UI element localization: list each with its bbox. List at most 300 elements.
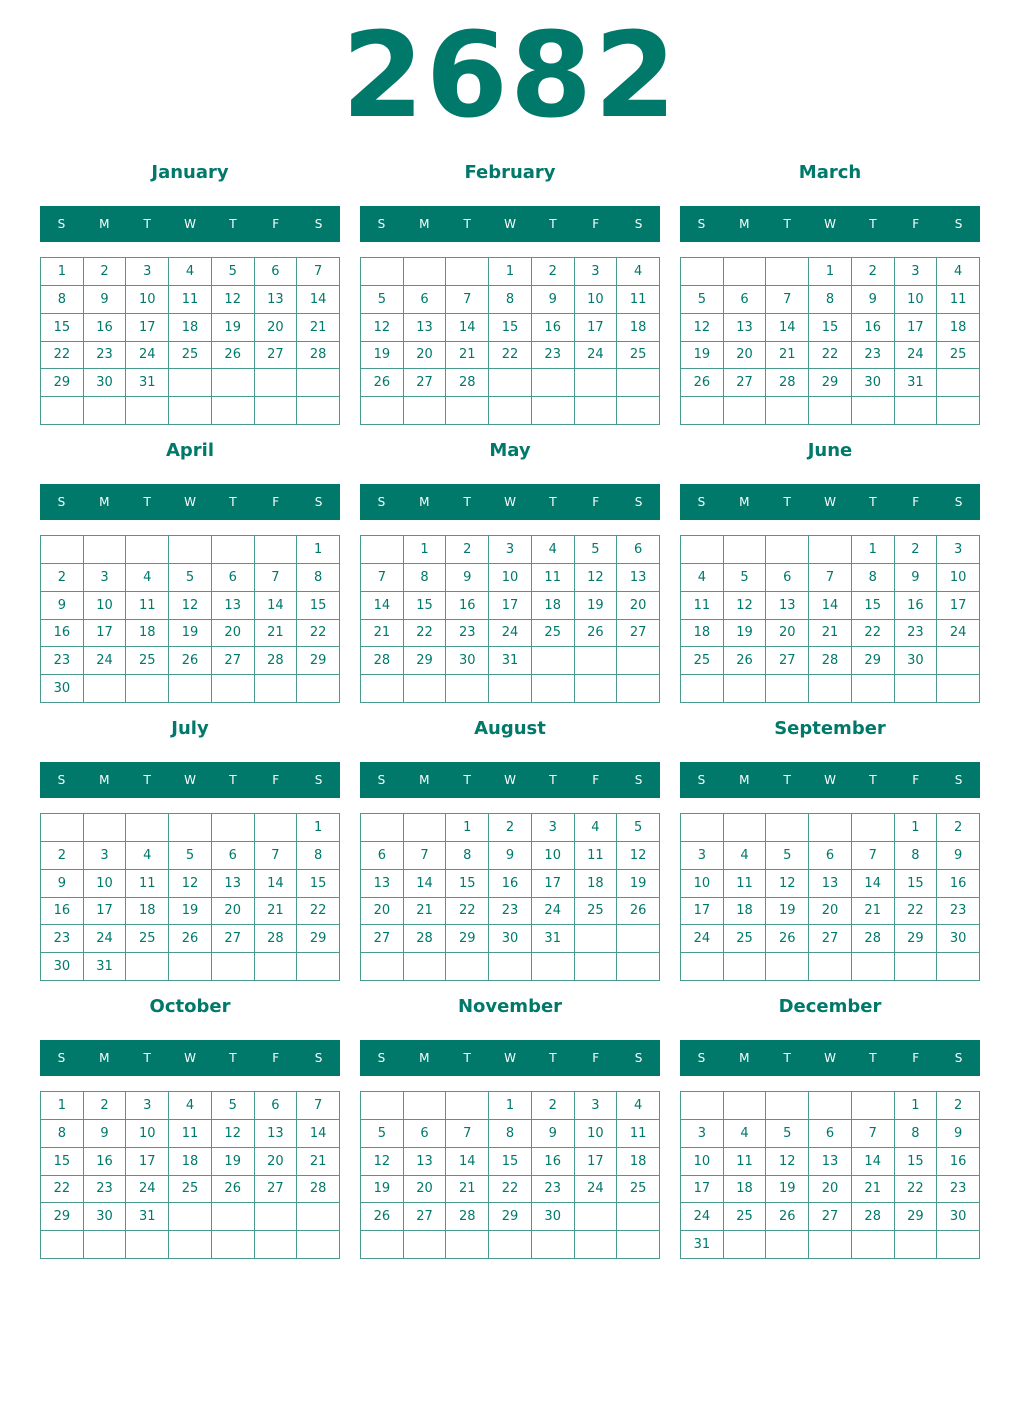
day-cell[interactable]: 10	[895, 286, 938, 314]
day-cell[interactable]: 3	[126, 258, 169, 286]
day-cell[interactable]: 27	[361, 925, 404, 953]
day-cell[interactable]: 1	[895, 814, 938, 842]
day-cell[interactable]: 28	[361, 647, 404, 675]
day-cell[interactable]: 18	[724, 898, 767, 926]
day-cell[interactable]: 1	[809, 258, 852, 286]
day-cell[interactable]: 25	[169, 1176, 212, 1204]
day-cell[interactable]: 17	[937, 592, 980, 620]
day-cell[interactable]: 10	[84, 592, 127, 620]
day-cell[interactable]: 22	[297, 620, 340, 648]
day-cell[interactable]: 23	[41, 925, 84, 953]
day-cell[interactable]: 25	[126, 647, 169, 675]
day-cell[interactable]: 6	[724, 286, 767, 314]
day-cell[interactable]: 20	[766, 620, 809, 648]
day-cell[interactable]: 20	[255, 1148, 298, 1176]
day-cell[interactable]: 27	[724, 369, 767, 397]
day-cell[interactable]: 27	[255, 1176, 298, 1204]
day-cell[interactable]: 6	[809, 1120, 852, 1148]
day-cell[interactable]: 15	[297, 870, 340, 898]
day-cell[interactable]: 6	[212, 842, 255, 870]
day-cell[interactable]: 8	[895, 1120, 938, 1148]
day-cell[interactable]: 29	[41, 1203, 84, 1231]
day-cell[interactable]: 30	[937, 1203, 980, 1231]
day-cell[interactable]: 21	[255, 620, 298, 648]
day-cell[interactable]: 9	[41, 592, 84, 620]
day-cell[interactable]: 18	[575, 870, 618, 898]
day-cell[interactable]: 16	[937, 1148, 980, 1176]
day-cell[interactable]: 15	[41, 314, 84, 342]
day-cell[interactable]: 10	[575, 1120, 618, 1148]
day-cell[interactable]: 16	[41, 898, 84, 926]
day-cell[interactable]: 19	[724, 620, 767, 648]
day-cell[interactable]: 1	[446, 814, 489, 842]
day-cell[interactable]: 20	[404, 342, 447, 370]
day-cell[interactable]: 23	[937, 898, 980, 926]
day-cell[interactable]: 16	[446, 592, 489, 620]
day-cell[interactable]: 6	[404, 286, 447, 314]
day-cell[interactable]: 27	[212, 647, 255, 675]
day-cell[interactable]: 19	[212, 314, 255, 342]
day-cell[interactable]: 28	[297, 1176, 340, 1204]
day-cell[interactable]: 31	[532, 925, 575, 953]
day-cell[interactable]: 22	[489, 1176, 532, 1204]
day-cell[interactable]: 15	[809, 314, 852, 342]
day-cell[interactable]: 23	[446, 620, 489, 648]
day-cell[interactable]: 16	[84, 314, 127, 342]
day-cell[interactable]: 21	[404, 898, 447, 926]
day-cell[interactable]: 17	[126, 1148, 169, 1176]
day-cell[interactable]: 20	[617, 592, 660, 620]
day-cell[interactable]: 14	[809, 592, 852, 620]
day-cell[interactable]: 8	[404, 564, 447, 592]
day-cell[interactable]: 21	[852, 1176, 895, 1204]
day-cell[interactable]: 12	[361, 314, 404, 342]
day-cell[interactable]: 12	[212, 1120, 255, 1148]
day-cell[interactable]: 15	[489, 314, 532, 342]
day-cell[interactable]: 23	[532, 342, 575, 370]
day-cell[interactable]: 7	[852, 842, 895, 870]
day-cell[interactable]: 23	[84, 1176, 127, 1204]
day-cell[interactable]: 5	[724, 564, 767, 592]
day-cell[interactable]: 2	[41, 564, 84, 592]
day-cell[interactable]: 26	[169, 925, 212, 953]
day-cell[interactable]: 14	[446, 1148, 489, 1176]
day-cell[interactable]: 19	[212, 1148, 255, 1176]
day-cell[interactable]: 2	[84, 258, 127, 286]
day-cell[interactable]: 16	[532, 314, 575, 342]
day-cell[interactable]: 6	[617, 536, 660, 564]
day-cell[interactable]: 31	[681, 1231, 724, 1259]
day-cell[interactable]: 24	[681, 925, 724, 953]
day-cell[interactable]: 6	[809, 842, 852, 870]
day-cell[interactable]: 23	[852, 342, 895, 370]
day-cell[interactable]: 26	[681, 369, 724, 397]
day-cell[interactable]: 24	[532, 898, 575, 926]
day-cell[interactable]: 27	[766, 647, 809, 675]
day-cell[interactable]: 8	[446, 842, 489, 870]
day-cell[interactable]: 29	[895, 1203, 938, 1231]
day-cell[interactable]: 9	[532, 1120, 575, 1148]
day-cell[interactable]: 17	[126, 314, 169, 342]
day-cell[interactable]: 12	[766, 870, 809, 898]
day-cell[interactable]: 28	[809, 647, 852, 675]
day-cell[interactable]: 9	[937, 842, 980, 870]
day-cell[interactable]: 14	[255, 870, 298, 898]
day-cell[interactable]: 28	[404, 925, 447, 953]
day-cell[interactable]: 9	[895, 564, 938, 592]
day-cell[interactable]: 28	[446, 1203, 489, 1231]
day-cell[interactable]: 27	[404, 1203, 447, 1231]
day-cell[interactable]: 6	[212, 564, 255, 592]
day-cell[interactable]: 24	[575, 1176, 618, 1204]
day-cell[interactable]: 8	[41, 286, 84, 314]
day-cell[interactable]: 30	[489, 925, 532, 953]
day-cell[interactable]: 12	[766, 1148, 809, 1176]
day-cell[interactable]: 8	[489, 286, 532, 314]
day-cell[interactable]: 26	[617, 898, 660, 926]
day-cell[interactable]: 4	[126, 842, 169, 870]
day-cell[interactable]: 28	[852, 925, 895, 953]
day-cell[interactable]: 6	[255, 1092, 298, 1120]
day-cell[interactable]: 14	[852, 870, 895, 898]
day-cell[interactable]: 4	[575, 814, 618, 842]
day-cell[interactable]: 14	[297, 286, 340, 314]
day-cell[interactable]: 25	[617, 1176, 660, 1204]
day-cell[interactable]: 12	[361, 1148, 404, 1176]
day-cell[interactable]: 30	[41, 675, 84, 703]
day-cell[interactable]: 11	[169, 1120, 212, 1148]
day-cell[interactable]: 9	[84, 286, 127, 314]
day-cell[interactable]: 2	[852, 258, 895, 286]
day-cell[interactable]: 25	[724, 925, 767, 953]
day-cell[interactable]: 31	[126, 1203, 169, 1231]
day-cell[interactable]: 13	[404, 314, 447, 342]
day-cell[interactable]: 4	[169, 1092, 212, 1120]
day-cell[interactable]: 17	[489, 592, 532, 620]
day-cell[interactable]: 16	[41, 620, 84, 648]
day-cell[interactable]: 19	[169, 898, 212, 926]
day-cell[interactable]: 3	[532, 814, 575, 842]
day-cell[interactable]: 18	[126, 898, 169, 926]
day-cell[interactable]: 26	[169, 647, 212, 675]
day-cell[interactable]: 16	[895, 592, 938, 620]
day-cell[interactable]: 25	[169, 342, 212, 370]
day-cell[interactable]: 13	[255, 286, 298, 314]
day-cell[interactable]: 27	[809, 925, 852, 953]
day-cell[interactable]: 27	[212, 925, 255, 953]
day-cell[interactable]: 3	[681, 842, 724, 870]
day-cell[interactable]: 26	[212, 1176, 255, 1204]
day-cell[interactable]: 27	[404, 369, 447, 397]
day-cell[interactable]: 17	[84, 620, 127, 648]
day-cell[interactable]: 24	[84, 647, 127, 675]
day-cell[interactable]: 30	[84, 1203, 127, 1231]
day-cell[interactable]: 1	[489, 1092, 532, 1120]
day-cell[interactable]: 1	[297, 814, 340, 842]
day-cell[interactable]: 28	[255, 925, 298, 953]
day-cell[interactable]: 20	[212, 898, 255, 926]
day-cell[interactable]: 26	[212, 342, 255, 370]
day-cell[interactable]: 7	[255, 842, 298, 870]
day-cell[interactable]: 29	[297, 925, 340, 953]
day-cell[interactable]: 10	[84, 870, 127, 898]
day-cell[interactable]: 17	[895, 314, 938, 342]
day-cell[interactable]: 14	[255, 592, 298, 620]
day-cell[interactable]: 10	[532, 842, 575, 870]
day-cell[interactable]: 14	[446, 314, 489, 342]
day-cell[interactable]: 10	[937, 564, 980, 592]
day-cell[interactable]: 24	[126, 342, 169, 370]
day-cell[interactable]: 1	[895, 1092, 938, 1120]
day-cell[interactable]: 23	[532, 1176, 575, 1204]
day-cell[interactable]: 28	[852, 1203, 895, 1231]
day-cell[interactable]: 22	[446, 898, 489, 926]
day-cell[interactable]: 11	[617, 286, 660, 314]
day-cell[interactable]: 18	[617, 1148, 660, 1176]
day-cell[interactable]: 2	[895, 536, 938, 564]
day-cell[interactable]: 15	[297, 592, 340, 620]
day-cell[interactable]: 16	[532, 1148, 575, 1176]
day-cell[interactable]: 5	[681, 286, 724, 314]
day-cell[interactable]: 29	[446, 925, 489, 953]
day-cell[interactable]: 28	[766, 369, 809, 397]
day-cell[interactable]: 15	[895, 870, 938, 898]
day-cell[interactable]: 10	[126, 1120, 169, 1148]
day-cell[interactable]: 26	[766, 1203, 809, 1231]
day-cell[interactable]: 7	[446, 1120, 489, 1148]
day-cell[interactable]: 16	[937, 870, 980, 898]
day-cell[interactable]: 22	[895, 898, 938, 926]
day-cell[interactable]: 21	[809, 620, 852, 648]
day-cell[interactable]: 19	[169, 620, 212, 648]
day-cell[interactable]: 6	[766, 564, 809, 592]
day-cell[interactable]: 12	[724, 592, 767, 620]
day-cell[interactable]: 15	[41, 1148, 84, 1176]
day-cell[interactable]: 11	[126, 592, 169, 620]
day-cell[interactable]: 8	[297, 842, 340, 870]
day-cell[interactable]: 17	[575, 314, 618, 342]
day-cell[interactable]: 30	[446, 647, 489, 675]
day-cell[interactable]: 7	[446, 286, 489, 314]
day-cell[interactable]: 12	[681, 314, 724, 342]
day-cell[interactable]: 30	[937, 925, 980, 953]
day-cell[interactable]: 24	[126, 1176, 169, 1204]
day-cell[interactable]: 5	[575, 536, 618, 564]
day-cell[interactable]: 5	[212, 1092, 255, 1120]
day-cell[interactable]: 19	[361, 342, 404, 370]
day-cell[interactable]: 24	[489, 620, 532, 648]
day-cell[interactable]: 3	[895, 258, 938, 286]
day-cell[interactable]: 23	[895, 620, 938, 648]
day-cell[interactable]: 9	[41, 870, 84, 898]
day-cell[interactable]: 20	[212, 620, 255, 648]
day-cell[interactable]: 31	[126, 369, 169, 397]
day-cell[interactable]: 14	[766, 314, 809, 342]
day-cell[interactable]: 1	[41, 258, 84, 286]
day-cell[interactable]: 25	[681, 647, 724, 675]
day-cell[interactable]: 31	[84, 953, 127, 981]
day-cell[interactable]: 26	[724, 647, 767, 675]
day-cell[interactable]: 7	[297, 258, 340, 286]
day-cell[interactable]: 5	[361, 286, 404, 314]
day-cell[interactable]: 19	[766, 898, 809, 926]
day-cell[interactable]: 4	[724, 842, 767, 870]
day-cell[interactable]: 21	[766, 342, 809, 370]
day-cell[interactable]: 28	[446, 369, 489, 397]
day-cell[interactable]: 29	[895, 925, 938, 953]
day-cell[interactable]: 17	[575, 1148, 618, 1176]
day-cell[interactable]: 14	[852, 1148, 895, 1176]
day-cell[interactable]: 1	[41, 1092, 84, 1120]
day-cell[interactable]: 22	[404, 620, 447, 648]
day-cell[interactable]: 15	[895, 1148, 938, 1176]
day-cell[interactable]: 23	[489, 898, 532, 926]
day-cell[interactable]: 4	[126, 564, 169, 592]
day-cell[interactable]: 22	[895, 1176, 938, 1204]
day-cell[interactable]: 16	[489, 870, 532, 898]
day-cell[interactable]: 15	[446, 870, 489, 898]
day-cell[interactable]: 5	[766, 1120, 809, 1148]
day-cell[interactable]: 10	[575, 286, 618, 314]
day-cell[interactable]: 1	[297, 536, 340, 564]
day-cell[interactable]: 3	[126, 1092, 169, 1120]
day-cell[interactable]: 8	[895, 842, 938, 870]
day-cell[interactable]: 26	[361, 369, 404, 397]
day-cell[interactable]: 13	[361, 870, 404, 898]
day-cell[interactable]: 5	[617, 814, 660, 842]
day-cell[interactable]: 24	[937, 620, 980, 648]
day-cell[interactable]: 22	[41, 342, 84, 370]
day-cell[interactable]: 4	[169, 258, 212, 286]
day-cell[interactable]: 8	[489, 1120, 532, 1148]
day-cell[interactable]: 18	[937, 314, 980, 342]
day-cell[interactable]: 4	[617, 258, 660, 286]
day-cell[interactable]: 29	[489, 1203, 532, 1231]
day-cell[interactable]: 29	[404, 647, 447, 675]
day-cell[interactable]: 7	[766, 286, 809, 314]
day-cell[interactable]: 5	[361, 1120, 404, 1148]
day-cell[interactable]: 3	[575, 258, 618, 286]
day-cell[interactable]: 22	[297, 898, 340, 926]
day-cell[interactable]: 11	[681, 592, 724, 620]
day-cell[interactable]: 2	[937, 814, 980, 842]
day-cell[interactable]: 22	[489, 342, 532, 370]
day-cell[interactable]: 29	[41, 369, 84, 397]
day-cell[interactable]: 21	[446, 1176, 489, 1204]
day-cell[interactable]: 7	[809, 564, 852, 592]
day-cell[interactable]: 4	[532, 536, 575, 564]
day-cell[interactable]: 11	[724, 1148, 767, 1176]
day-cell[interactable]: 9	[532, 286, 575, 314]
day-cell[interactable]: 18	[724, 1176, 767, 1204]
day-cell[interactable]: 19	[766, 1176, 809, 1204]
day-cell[interactable]: 8	[809, 286, 852, 314]
day-cell[interactable]: 18	[169, 314, 212, 342]
day-cell[interactable]: 6	[255, 258, 298, 286]
day-cell[interactable]: 4	[617, 1092, 660, 1120]
day-cell[interactable]: 19	[617, 870, 660, 898]
day-cell[interactable]: 18	[681, 620, 724, 648]
day-cell[interactable]: 6	[361, 842, 404, 870]
day-cell[interactable]: 20	[255, 314, 298, 342]
day-cell[interactable]: 14	[361, 592, 404, 620]
day-cell[interactable]: 22	[852, 620, 895, 648]
day-cell[interactable]: 21	[852, 898, 895, 926]
day-cell[interactable]: 18	[617, 314, 660, 342]
day-cell[interactable]: 13	[617, 564, 660, 592]
day-cell[interactable]: 9	[489, 842, 532, 870]
day-cell[interactable]: 20	[404, 1176, 447, 1204]
day-cell[interactable]: 13	[255, 1120, 298, 1148]
day-cell[interactable]: 30	[41, 953, 84, 981]
day-cell[interactable]: 13	[809, 870, 852, 898]
day-cell[interactable]: 30	[532, 1203, 575, 1231]
day-cell[interactable]: 4	[724, 1120, 767, 1148]
day-cell[interactable]: 2	[84, 1092, 127, 1120]
day-cell[interactable]: 16	[852, 314, 895, 342]
day-cell[interactable]: 30	[852, 369, 895, 397]
day-cell[interactable]: 18	[532, 592, 575, 620]
day-cell[interactable]: 17	[84, 898, 127, 926]
day-cell[interactable]: 11	[169, 286, 212, 314]
day-cell[interactable]: 25	[532, 620, 575, 648]
day-cell[interactable]: 14	[297, 1120, 340, 1148]
day-cell[interactable]: 2	[41, 842, 84, 870]
day-cell[interactable]: 26	[575, 620, 618, 648]
day-cell[interactable]: 19	[361, 1176, 404, 1204]
day-cell[interactable]: 12	[617, 842, 660, 870]
day-cell[interactable]: 23	[41, 647, 84, 675]
day-cell[interactable]: 9	[84, 1120, 127, 1148]
day-cell[interactable]: 10	[489, 564, 532, 592]
day-cell[interactable]: 28	[297, 342, 340, 370]
day-cell[interactable]: 6	[404, 1120, 447, 1148]
day-cell[interactable]: 2	[489, 814, 532, 842]
day-cell[interactable]: 7	[404, 842, 447, 870]
day-cell[interactable]: 24	[575, 342, 618, 370]
day-cell[interactable]: 22	[809, 342, 852, 370]
day-cell[interactable]: 10	[681, 870, 724, 898]
day-cell[interactable]: 8	[297, 564, 340, 592]
day-cell[interactable]: 20	[809, 1176, 852, 1204]
day-cell[interactable]: 19	[575, 592, 618, 620]
day-cell[interactable]: 5	[212, 258, 255, 286]
day-cell[interactable]: 9	[446, 564, 489, 592]
day-cell[interactable]: 31	[895, 369, 938, 397]
day-cell[interactable]: 2	[532, 1092, 575, 1120]
day-cell[interactable]: 21	[361, 620, 404, 648]
day-cell[interactable]: 3	[937, 536, 980, 564]
day-cell[interactable]: 5	[169, 842, 212, 870]
day-cell[interactable]: 2	[937, 1092, 980, 1120]
day-cell[interactable]: 7	[297, 1092, 340, 1120]
day-cell[interactable]: 13	[766, 592, 809, 620]
day-cell[interactable]: 24	[681, 1203, 724, 1231]
day-cell[interactable]: 7	[852, 1120, 895, 1148]
day-cell[interactable]: 11	[575, 842, 618, 870]
day-cell[interactable]: 8	[852, 564, 895, 592]
day-cell[interactable]: 20	[809, 898, 852, 926]
day-cell[interactable]: 3	[84, 564, 127, 592]
day-cell[interactable]: 5	[766, 842, 809, 870]
day-cell[interactable]: 17	[681, 898, 724, 926]
day-cell[interactable]: 20	[724, 342, 767, 370]
day-cell[interactable]: 18	[169, 1148, 212, 1176]
day-cell[interactable]: 13	[212, 870, 255, 898]
day-cell[interactable]: 21	[255, 898, 298, 926]
day-cell[interactable]: 21	[446, 342, 489, 370]
day-cell[interactable]: 17	[532, 870, 575, 898]
